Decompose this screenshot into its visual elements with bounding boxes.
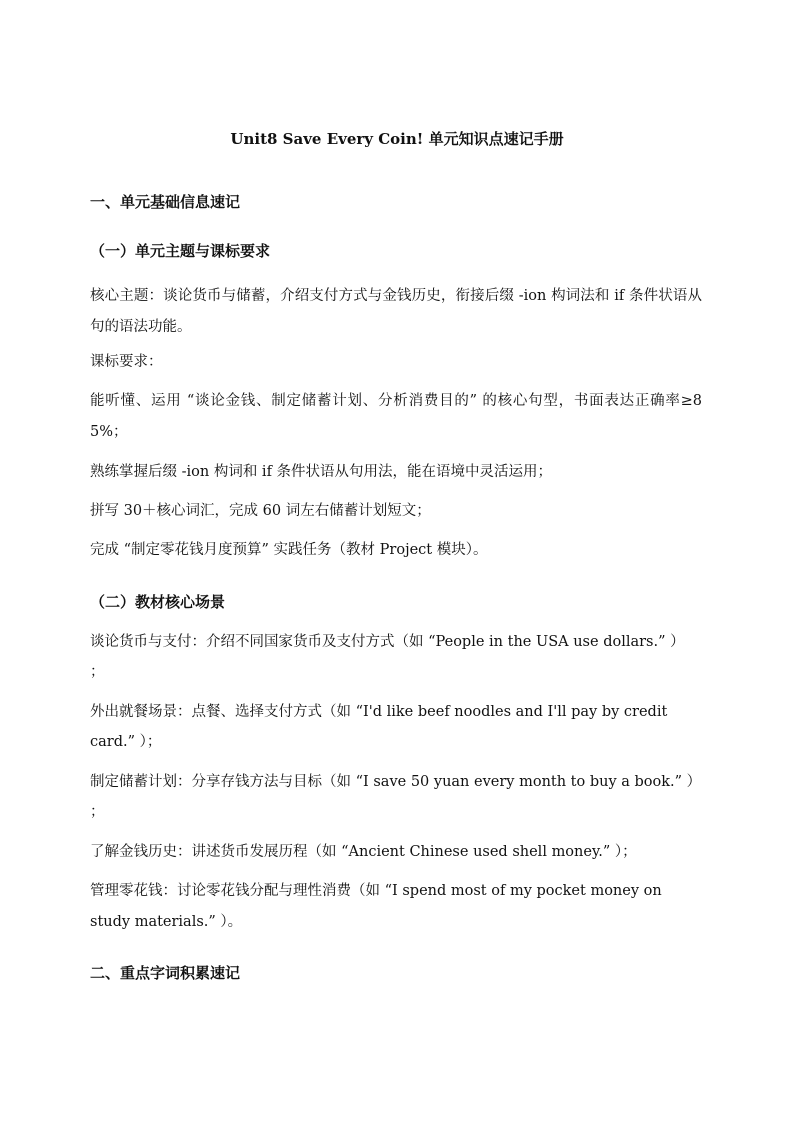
scene-3-line-2: ； (90, 804, 105, 820)
scene-3-line-1: 制定储蓄计划：分享存钱方法与目标（如 “I save 50 yuan every month to buy a book.” ） (90, 774, 702, 790)
scene-2-line-2: card.” ）； (90, 734, 162, 750)
section-heading-key-vocabulary: 二、重点字词积累速记 (90, 964, 241, 982)
scene-4-line-1: 了解金钱历史：讲述货币发展历程（如 “Ancient Chinese used shell money.” ）； (90, 844, 637, 860)
subsection-heading-core-scenes: （二）教材核心场景 (90, 593, 226, 611)
scene-5-line-1: 管理零花钱：讨论零花钱分配与理性消费（如 “I spend most of my pocket money on (90, 883, 662, 899)
requirement-item-1: 能听懂、运用 “谈论金钱、制定储蓄计划、分析消费目的” 的核心句型，书面表达正确率≥85%； (90, 393, 702, 440)
subsection-heading-theme-requirements: （一）单元主题与课标要求 (90, 242, 271, 260)
requirement-item-2: 熟练掌握后缀 -ion 构词和 if 条件状语从句用法，能在语境中灵活运用； (90, 464, 553, 480)
scene-2-line-1: 外出就餐场景：点餐、选择支付方式（如 “I'd like beef noodles and I'll pay by credit (90, 704, 668, 720)
section-heading-basic-info: 一、单元基础信息速记 (90, 193, 241, 211)
core-theme-paragraph: 核心主题：谈论货币与储蓄，介绍支付方式与金钱历史，衔接后缀 -ion 构词法和 if 条件状语从句的语法功能。 (90, 288, 702, 335)
scene-5-line-2: study materials.” ）。 (90, 914, 243, 930)
scene-1-line-1: 谈论货币与支付：介绍不同国家货币及支付方式（如 “People in the USA use dollars.” ） (90, 634, 685, 650)
requirements-label: 课标要求： (90, 354, 163, 370)
document-title: Unit8 Save Every Coin! 单元知识点速记手册 (230, 130, 564, 148)
requirement-item-3: 拼写 30＋核心词汇，完成 60 词左右储蓄计划短文； (90, 503, 431, 519)
scene-1-line-2: ； (90, 664, 105, 680)
requirement-item-4: 完成 “制定零花钱月度预算” 实践任务（教材 Project 模块）。 (90, 542, 488, 558)
